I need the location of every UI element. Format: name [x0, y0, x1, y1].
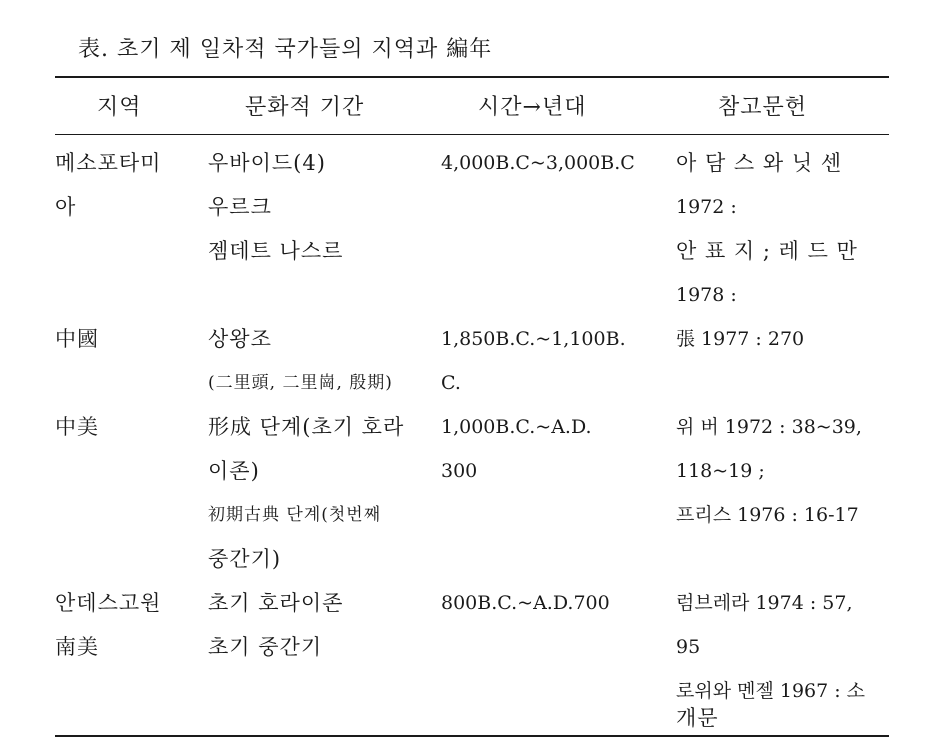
period-cell: (二里頭, 二里崗, 殷期)	[208, 373, 393, 393]
header-references: 참고문헌	[718, 95, 808, 120]
reference-cell: 프리스 1976 : 16-17	[676, 504, 859, 526]
date-cell: 1,850B.C.~1,100B.	[441, 328, 626, 350]
region-cell: 中國	[55, 327, 99, 351]
table-title: 表. 초기 제 일차적 국가들의 지역과 編年	[78, 37, 493, 62]
period-cell: 상왕조	[208, 327, 272, 351]
region-cell: 메소포타미	[55, 151, 162, 175]
reference-cell: 럼브레라 1974 : 57,	[676, 592, 853, 614]
reference-cell: 로위와 멘젤 1967 : 소	[676, 680, 866, 702]
period-cell: 초기 중간기	[208, 635, 323, 659]
region-cell: 南美	[55, 635, 99, 659]
table-bottom-rule	[55, 735, 889, 737]
header-cultural-period: 문화적 기간	[245, 95, 365, 120]
reference-cell: 위 버 1972 : 38~39,	[676, 416, 862, 438]
table-header-rule	[55, 134, 889, 135]
date-cell: 800B.C.~A.D.700	[441, 592, 610, 614]
period-cell: 初期古典 단계(첫번째	[208, 505, 382, 525]
date-cell: 4,000B.C~3,000B.C	[441, 152, 635, 174]
region-cell: 中美	[55, 415, 99, 439]
region-cell: 아	[55, 195, 77, 219]
header-dates: 시간→년대	[478, 95, 587, 120]
period-cell: 우르크	[208, 195, 272, 219]
reference-cell: 안 표 지 ; 레 드 만	[676, 239, 858, 263]
table-top-rule	[55, 76, 889, 78]
reference-cell: 1978 :	[676, 284, 737, 306]
reference-cell: 개문	[676, 706, 719, 730]
header-region: 지역	[97, 95, 142, 120]
date-cell: C.	[441, 372, 461, 394]
period-cell: 중간기)	[208, 547, 282, 571]
region-cell: 안데스고원	[55, 591, 162, 615]
date-cell: 300	[441, 460, 478, 482]
period-cell: 젬데트 나스르	[208, 239, 344, 263]
reference-cell: 1972 :	[676, 196, 737, 218]
period-cell: 우바이드(4)	[208, 151, 326, 175]
reference-cell: 95	[676, 636, 701, 658]
period-cell: 이존)	[208, 459, 260, 483]
period-cell: 초기 호라이존	[208, 591, 344, 615]
reference-cell: 張 1977 : 270	[676, 328, 805, 350]
date-cell: 1,000B.C.~A.D.	[441, 416, 592, 438]
period-cell: 形成 단계(초기 호라	[208, 415, 405, 439]
reference-cell: 118~19 ;	[676, 460, 765, 482]
reference-cell: 아 담 스 와 닛 센	[676, 151, 843, 175]
